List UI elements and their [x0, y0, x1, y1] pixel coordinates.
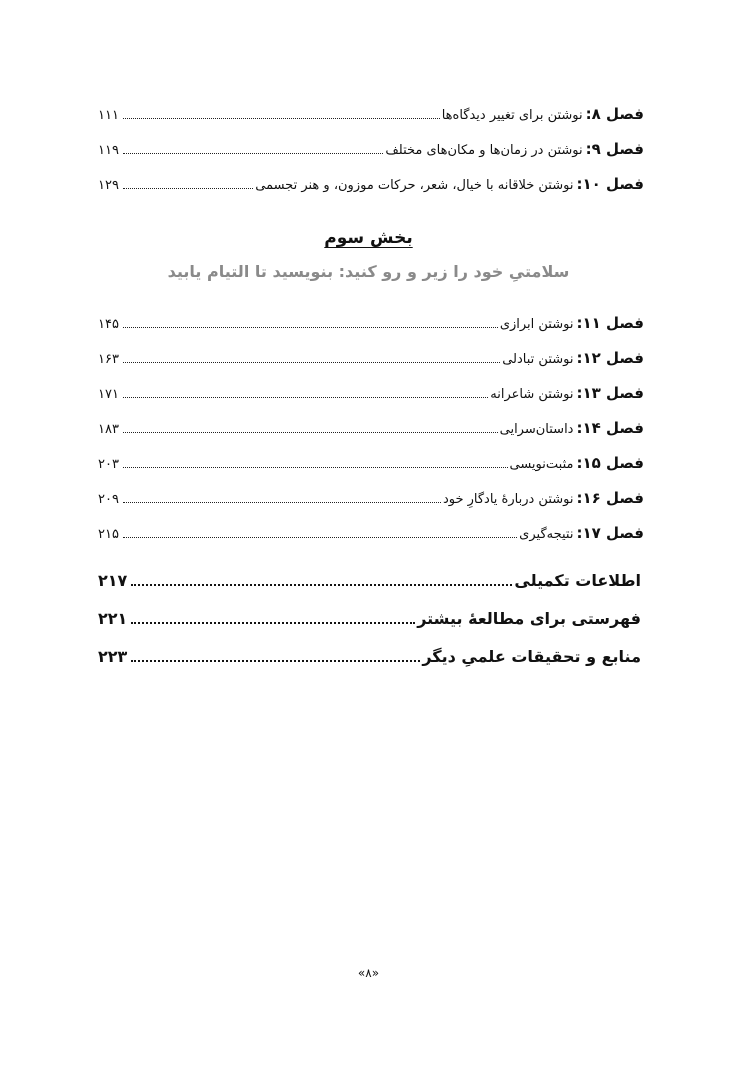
page-ref: ۱۷۱ [98, 387, 119, 402]
page-ref: ۱۴۵ [98, 317, 119, 332]
dot-leader [123, 361, 500, 363]
page-ref: ۲۱۵ [98, 527, 119, 542]
dot-leader [123, 536, 517, 538]
entry-title: اطلاعات تکمیلی [514, 571, 641, 590]
chapter-title: نوشتن در زمان‌ها و مکان‌های مختلف [385, 143, 583, 158]
dot-leader [123, 466, 508, 468]
toc-entry-chapter-12[interactable] [98, 341, 644, 376]
chapter-title: نوشتن برای تغییر دیدگاه‌ها [441, 108, 583, 123]
chapter-title: نوشتن خلاقانه با خیال، شعر، حرکات موزون، و هنر تجسمی [255, 178, 574, 193]
chapter-label: فصل ۱۳: [576, 384, 644, 402]
chapter-label: فصل ۱۷: [576, 524, 644, 542]
toc-entry-supplementary[interactable] [98, 562, 644, 600]
chapter-label: فصل ۱۲: [576, 349, 644, 367]
part-subtitle: سلامتیِ خود را زیر و رو کنید: بنویسید تا التیام یابید [167, 262, 570, 281]
dot-leader [123, 431, 498, 433]
page-ref: ۲۲۱ [98, 609, 128, 628]
dot-leader [123, 187, 253, 189]
chapter-label: فصل ۱۴: [576, 419, 644, 437]
toc-entry-chapter-14[interactable] [98, 411, 644, 446]
chapter-title: داستان‌سرایی [499, 422, 574, 437]
toc-part3-section [98, 306, 644, 551]
dot-leader [123, 501, 441, 503]
toc-entry-chapter-15[interactable] [98, 446, 644, 481]
toc-top-section [98, 97, 644, 202]
page-ref: ۱۱۱ [98, 108, 119, 123]
chapter-title: مثبت‌نویسی [509, 457, 574, 472]
page-ref: ۱۸۳ [98, 422, 119, 437]
chapter-title: نتیجه‌گیری [519, 527, 574, 542]
toc-entry-chapter-11[interactable] [98, 306, 644, 341]
chapter-label: فصل ۱۰: [576, 175, 644, 193]
page-ref: ۱۲۹ [98, 178, 119, 193]
toc-end-section [98, 562, 644, 676]
toc-entry-chapter-10[interactable] [98, 167, 644, 202]
page-ref: ۲۰۹ [98, 492, 119, 507]
dot-leader [123, 326, 498, 328]
dot-leader [131, 583, 512, 586]
toc-entry-references[interactable] [98, 638, 644, 676]
page-ref: ۱۶۳ [98, 352, 119, 367]
dot-leader [123, 117, 440, 119]
dot-leader [131, 621, 415, 624]
page-number: «۸» [357, 966, 380, 980]
chapter-title: نوشتن دربارهٔ یادگارِ خود [442, 492, 574, 507]
part-heading [0, 228, 737, 248]
entry-title: فهرستی برای مطالعهٔ بیشتر [417, 609, 641, 628]
chapter-title: نوشتن تبادلی [502, 352, 574, 367]
dot-leader [131, 659, 420, 662]
toc-entry-chapter-9[interactable] [98, 132, 644, 167]
chapter-title: نوشتن شاعرانه [490, 387, 574, 402]
chapter-label: فصل ۹: [585, 140, 644, 158]
chapter-label: فصل ۱۵: [576, 454, 644, 472]
toc-entry-chapter-8[interactable] [98, 97, 644, 132]
page-ref: ۲۲۳ [98, 647, 128, 666]
entry-title: منابع و تحقیقات علمیِ دیگر [422, 647, 641, 666]
toc-entry-further-reading[interactable] [98, 600, 644, 638]
dot-leader [123, 152, 383, 154]
toc-entry-chapter-17[interactable] [98, 516, 644, 551]
chapter-label: فصل ۱۶: [576, 489, 644, 507]
chapter-label: فصل ۱۱: [576, 314, 644, 332]
page-ref: ۲۱۷ [98, 571, 128, 590]
toc-entry-chapter-16[interactable] [98, 481, 644, 516]
chapter-title: نوشتن ابرازی [499, 317, 574, 332]
toc-entry-chapter-13[interactable] [98, 376, 644, 411]
page-ref: ۱۱۹ [98, 143, 119, 158]
dot-leader [123, 396, 488, 398]
part-title: بخش سوم [324, 228, 413, 248]
chapter-label: فصل ۸: [585, 105, 644, 123]
page-ref: ۲۰۳ [98, 457, 119, 472]
